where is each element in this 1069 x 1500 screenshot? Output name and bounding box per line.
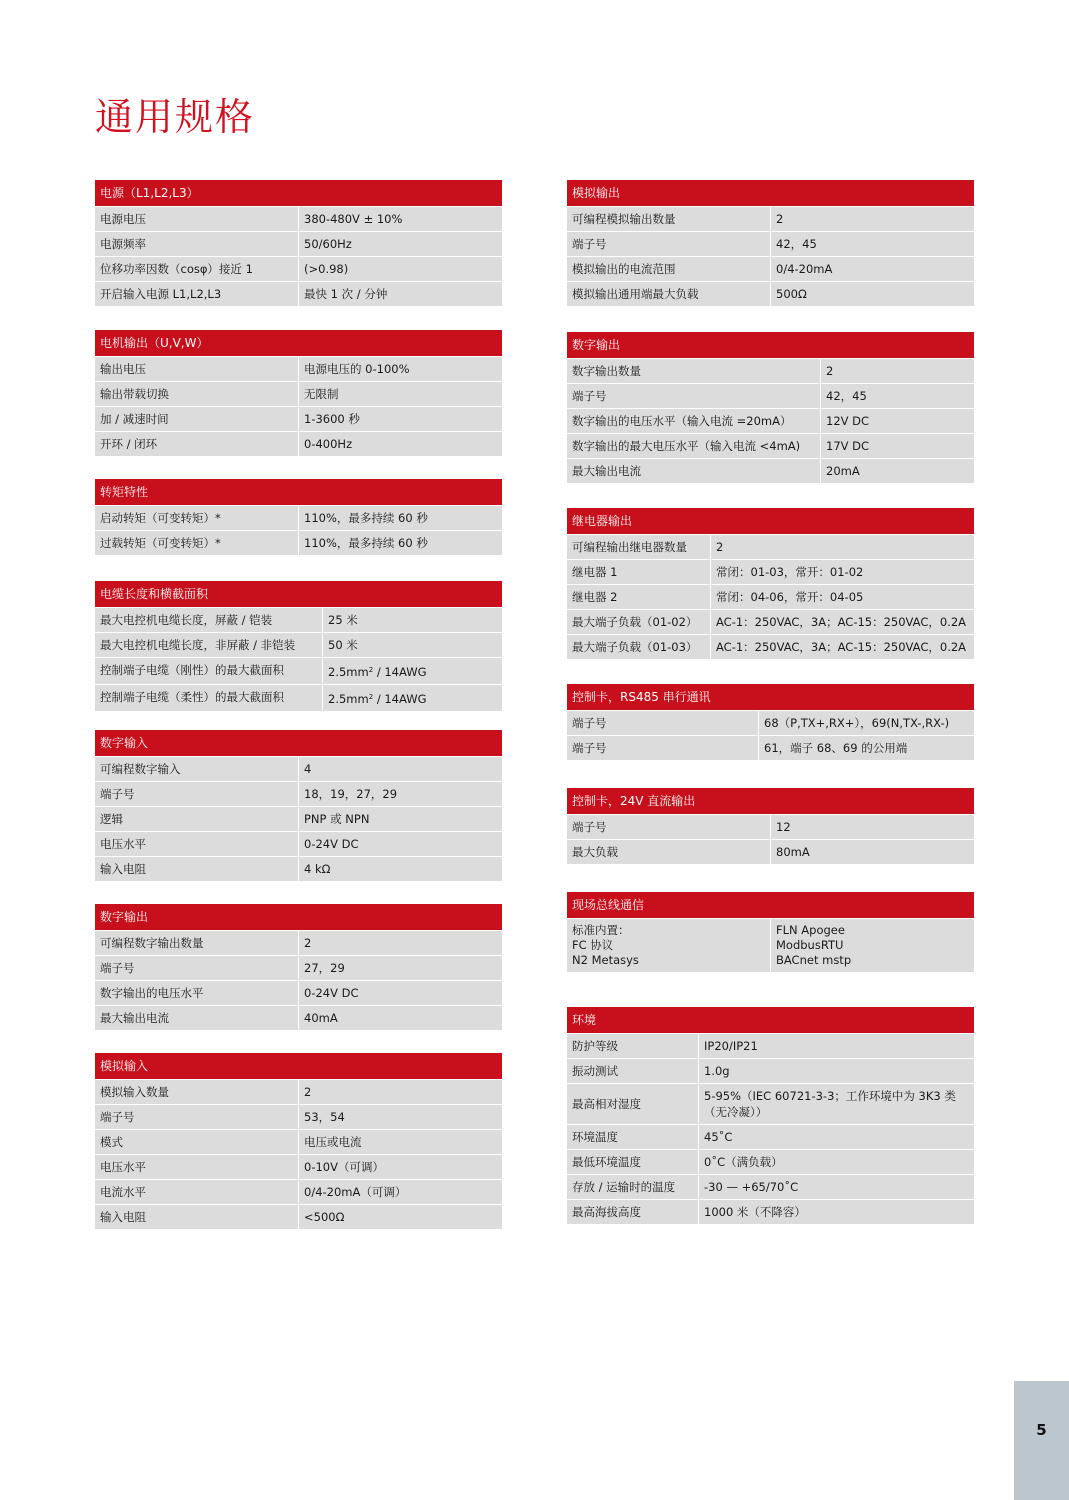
table-header: 模拟输出 xyxy=(567,180,974,206)
table-row: 最大电控机电缆长度，屏蔽 / 铠装 25 米 xyxy=(95,607,502,632)
table-row: 输入电阻 <500Ω xyxy=(95,1204,502,1229)
table-row: 启动转矩（可变转矩）* 110%，最多持续 60 秒 xyxy=(95,505,502,530)
table-row: 最高相对湿度 5-95%（IEC 60721-3-3；工作环境中为 3K3 类（无冷凝）） xyxy=(567,1083,974,1124)
table-row: 端子号 27，29 xyxy=(95,955,502,980)
table-row: 最大端子负载（01-03） AC-1：250VAC，3A；AC-15：250VAC，0.2A xyxy=(567,634,974,659)
table-row: 位移功率因数（cosφ）接近 1 (>0.98) xyxy=(95,256,502,281)
table-row: 最大输出电流 20mA xyxy=(567,458,974,483)
page-title: 通用规格 xyxy=(95,95,256,139)
table-header: 电源（L1,L2,L3） xyxy=(95,180,502,206)
table-row: 端子号 42，45 xyxy=(567,383,974,408)
table-row: 端子号 68（P,TX+,RX+），69(N,TX-,RX-) xyxy=(567,710,974,735)
table-header: 数字输入 xyxy=(95,730,502,756)
table-row: 最大电控机电缆长度，非屏蔽 / 非铠装 50 米 xyxy=(95,632,502,657)
page-number-tab xyxy=(1014,1381,1069,1500)
motor-output-table xyxy=(95,330,502,456)
table-row: 输出电压 电源电压的 0-100% xyxy=(95,356,502,381)
table-header: 继电器输出 xyxy=(567,508,974,534)
table-row: 端子号 42，45 xyxy=(567,231,974,256)
table-row: 开启输入电源 L1,L2,L3 最快 1 次 / 分钟 xyxy=(95,281,502,306)
table-header: 模拟输入 xyxy=(95,1053,502,1079)
table-row: 模拟输出通用端最大负载 500Ω xyxy=(567,281,974,306)
table-row: 端子号 53，54 xyxy=(95,1104,502,1129)
table-row: 可编程数字输出数量 2 xyxy=(95,930,502,955)
table-row: 电源频率 50/60Hz xyxy=(95,231,502,256)
table-row: 存放 / 运输时的温度 -30 — +65/70˚C xyxy=(567,1174,974,1199)
relay-output-table xyxy=(567,508,974,659)
table-row: 输出带载切换 无限制 xyxy=(95,381,502,406)
table-row: 控制端子电缆（柔性）的最大截面积 $2.5mm^2 / 14AWG$ xyxy=(95,684,502,711)
table-header: 现场总线通信 xyxy=(567,892,974,918)
table-row: 可编程数字输入 4 xyxy=(95,756,502,781)
table-row: 最大负载 80mA xyxy=(567,839,974,864)
digital-output-left-table xyxy=(95,904,502,1030)
analog-input-table xyxy=(95,1053,502,1229)
table-row: 端子号 12 xyxy=(567,814,974,839)
table-row: 可编程模拟输出数量 2 xyxy=(567,206,974,231)
table-row: 开环 / 闭环 0-400Hz xyxy=(95,431,502,456)
table-row: 加 / 减速时间 1-3600 秒 xyxy=(95,406,502,431)
analog-output-table xyxy=(567,180,974,306)
table-row: 最大输出电流 40mA xyxy=(95,1005,502,1030)
table-header: 环境 xyxy=(567,1007,974,1033)
table-row: 数字输出的电压水平 0-24V DC xyxy=(95,980,502,1005)
digital-input-table xyxy=(95,730,502,881)
table-row: 标准内置： FC 协议 N2 Metasys FLN Apogee ModbusRTU BACnet mstp xyxy=(567,918,974,972)
table-row: 输入电阻 4 kΩ xyxy=(95,856,502,881)
table-row: 数字输出数量 2 xyxy=(567,358,974,383)
table-header: 数字输出 xyxy=(95,904,502,930)
power-table xyxy=(95,180,502,306)
table-row: 电源电压 380-480V ± 10% xyxy=(95,206,502,231)
rs485-table xyxy=(567,684,974,760)
table-row: 电压水平 0-24V DC xyxy=(95,831,502,856)
table-row: 电压水平 0-10V（可调） xyxy=(95,1154,502,1179)
digital-output-right-table xyxy=(567,332,974,483)
table-header: 电缆长度和横截面积 xyxy=(95,581,502,607)
table-row: 防护等级 IP20/IP21 xyxy=(567,1033,974,1058)
table-header: 电机输出（U,V,W） xyxy=(95,330,502,356)
environment-table xyxy=(567,1007,974,1224)
table-header: 控制卡，24V 直流输出 xyxy=(567,788,974,814)
table-row: 继电器 1 常闭：01-03，常开：01-02 xyxy=(567,559,974,584)
table-row: 数字输出的最大电压水平（输入电流 <4mA) 17V DC xyxy=(567,433,974,458)
table-row: 继电器 2 常闭：04-06，常开：04-05 xyxy=(567,584,974,609)
table-header: 数字输出 xyxy=(567,332,974,358)
dc24-output-table xyxy=(567,788,974,864)
table-row: 振动测试 1.0g xyxy=(567,1058,974,1083)
table-row: 模式 电压或电流 xyxy=(95,1129,502,1154)
table-row: 电流水平 0/4-20mA（可调） xyxy=(95,1179,502,1204)
table-row: 最高海拔高度 1000 米（不降容） xyxy=(567,1199,974,1224)
table-row: 环境温度 45˚C xyxy=(567,1124,974,1149)
cable-table xyxy=(95,581,502,711)
table-row: 端子号 61，端子 68、69 的公用端 xyxy=(567,735,974,760)
table-row: 过载转矩（可变转矩）* 110%，最多持续 60 秒 xyxy=(95,530,502,555)
table-row: 控制端子电缆（刚性）的最大截面积 $2.5mm^2 / 14AWG$ xyxy=(95,657,502,684)
table-header: 控制卡，RS485 串行通讯 xyxy=(567,684,974,710)
table-row: 最低环境温度 0˚C（满负载） xyxy=(567,1149,974,1174)
table-row: 可编程输出继电器数量 2 xyxy=(567,534,974,559)
torque-table xyxy=(95,479,502,555)
table-row: 模拟输入数量 2 xyxy=(95,1079,502,1104)
table-row: 最大端子负载（01-02） AC-1：250VAC，3A；AC-15：250VAC，0.2A xyxy=(567,609,974,634)
fieldbus-table xyxy=(567,892,974,972)
table-row: 数字输出的电压水平（输入电流 =20mA） 12V DC xyxy=(567,408,974,433)
table-row: 模拟输出的电流范围 0/4-20mA xyxy=(567,256,974,281)
table-row: 端子号 18，19，27，29 xyxy=(95,781,502,806)
page-number: 5 xyxy=(1036,1421,1047,1439)
table-row: 逻辑 PNP 或 NPN xyxy=(95,806,502,831)
table-header: 转矩特性 xyxy=(95,479,502,505)
